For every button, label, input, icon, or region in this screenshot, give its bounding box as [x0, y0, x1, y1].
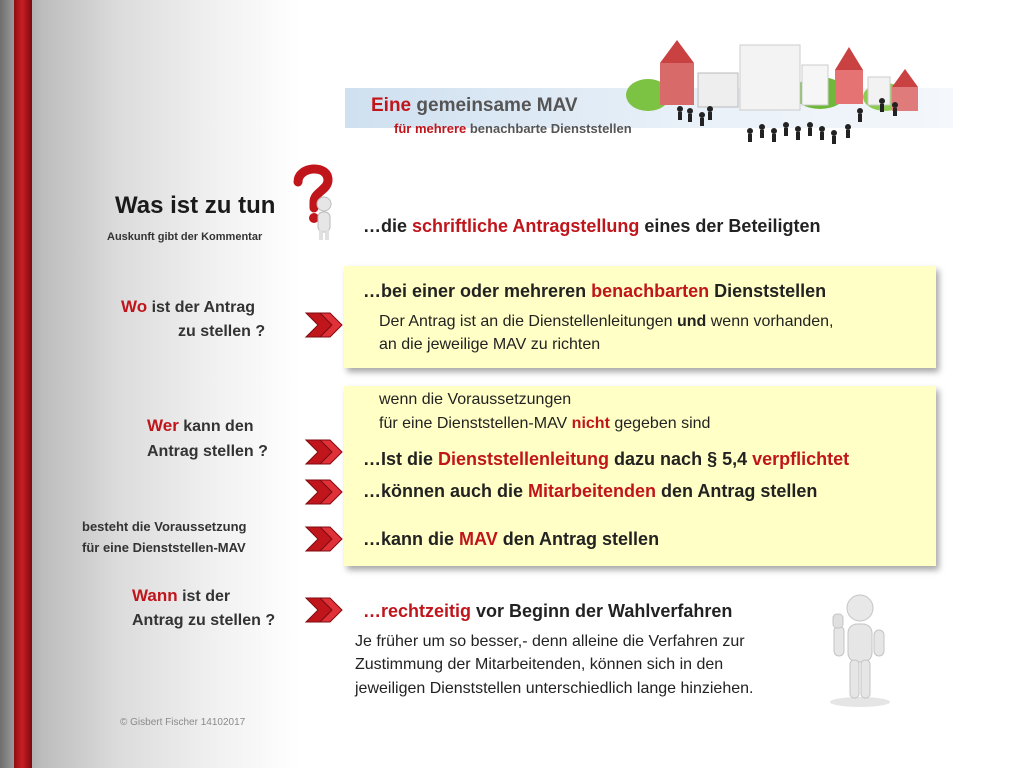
question-mark-figure-icon: [284, 160, 340, 242]
page-title: Was ist zu tun: [115, 192, 276, 219]
page-subtitle: Auskunft gibt der Kommentar: [107, 231, 263, 243]
when-detail-line3: jeweiligen Dienststellen unterschiedlich lange hinziehen.: [355, 680, 754, 697]
chevron-arrow-icon: [304, 525, 344, 553]
where-detail-line1: Der Antrag ist an die Dienstellenleitungen und wenn vorhanden,: [379, 313, 834, 330]
who-question-line2: Antrag stellen ?: [147, 443, 268, 460]
who-condition-line1: wenn die Voraussetzungen: [379, 391, 572, 408]
where-detail-line2: an die jeweilige MAV zu richten: [379, 336, 601, 353]
who-condition2-line2: für eine Dienststellen-MAV: [82, 540, 246, 555]
when-detail-line2: Zustimmung der Mitarbeitenden, können sich in den: [355, 656, 724, 673]
who-answer-2: …können auch die Mitarbeitenden den Antrag stellen: [363, 481, 818, 501]
header-title-red: Eine: [371, 95, 412, 116]
when-answer: …rechtzeitig vor Beginn der Wahlverfahren: [363, 601, 733, 621]
chevron-arrow-icon: [304, 478, 344, 506]
town-illustration: [620, 35, 960, 150]
chevron-arrow-icon: [304, 596, 344, 624]
left-gradient-panel: [0, 0, 300, 768]
chevron-arrow-icon: [304, 311, 344, 339]
header-subtitle-rest: benachbarte Dienststellen: [466, 121, 632, 136]
header-title-rest: gemeinsame MAV: [411, 95, 578, 116]
header-title: [371, 95, 578, 117]
when-question-line1: Wann ist der: [132, 586, 231, 605]
where-question-line2: zu stellen ?: [178, 323, 266, 340]
chevron-arrow-icon: [304, 438, 344, 466]
copyright-footer: © Gisbert Fischer 14102017: [120, 717, 246, 728]
where-question-line1: Wo ist der Antrag: [121, 297, 255, 316]
who-condition-line2: für eine Dienststellen-MAV nicht gegeben sind: [379, 415, 711, 432]
intro-answer: …die schriftliche Antragstellung eines der Beteiligten: [363, 216, 821, 236]
header-subtitle: [394, 121, 632, 136]
who-answer-3: …kann die MAV den Antrag stellen: [363, 529, 660, 549]
when-detail-line1: Je früher um so besser,- denn alleine die Verfahren zur: [355, 633, 745, 650]
when-question-line2: Antrag zu stellen ?: [132, 612, 276, 629]
where-answer: …bei einer oder mehreren benachbarten Dienststellen: [363, 281, 827, 301]
who-condition2-line1: besteht die Voraussetzung: [82, 519, 247, 534]
left-red-stripe: [14, 0, 32, 768]
header-subtitle-red: für mehrere: [394, 121, 467, 136]
left-grey-stripe: [0, 0, 14, 768]
who-question-line1: Wer kann den: [147, 416, 254, 435]
thumbs-up-figure-icon: [820, 590, 900, 708]
who-answer-1: …Ist die Dienststellenleitung dazu nach § 5,4 verpflichtet: [363, 449, 850, 469]
